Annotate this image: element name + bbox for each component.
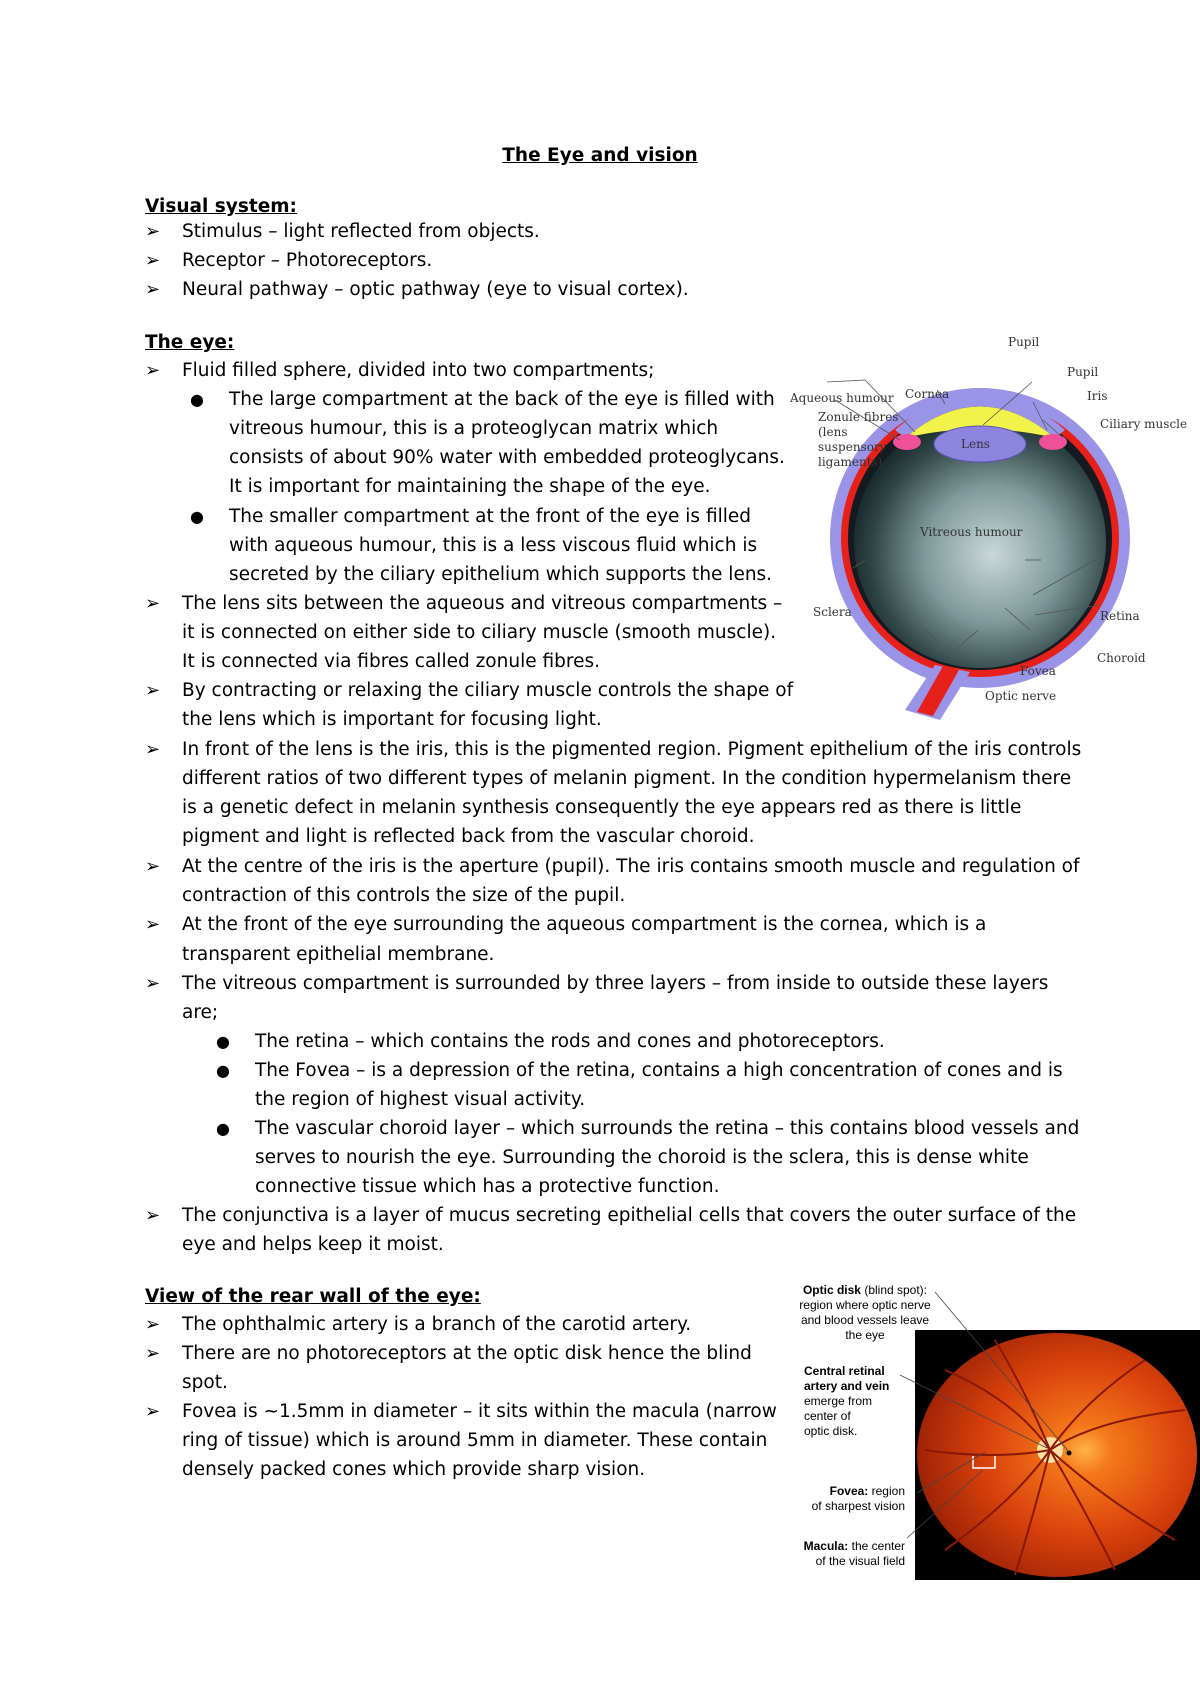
arrow-bullet-icon: ➢ (145, 914, 161, 935)
list-item-line: pigment and light is reflected back from the vascular choroid. (182, 826, 755, 847)
arrow-bullet-icon: ➢ (145, 680, 161, 701)
sub-item-line: consists of about 90% water with embedded proteoglycans. (229, 447, 785, 468)
optic-disk-text-2: region where optic nerve (799, 1298, 931, 1312)
list-item-line: the lens which is important for focusing light. (182, 709, 602, 730)
arrow-bullet-icon: ➢ (145, 1401, 161, 1422)
retina-label: Retina (1100, 609, 1140, 623)
sub-item-line: connective tissue which has a protective function. (255, 1176, 720, 1197)
ciliary-label: Ciliary muscle (1100, 417, 1188, 431)
arrow-bullet-icon: ➢ (145, 360, 161, 381)
list-item-line: Fovea is ~1.5mm in diameter – it sits within the macula (narrow (182, 1401, 777, 1422)
central-text-5: optic disk. (804, 1424, 858, 1438)
central-text-1: Central retinal (804, 1364, 885, 1378)
fovea-label: Fovea (1020, 664, 1056, 678)
optic-disk-title: Optic disk (802, 1283, 861, 1297)
macula-text-1: the center (848, 1539, 905, 1553)
fovea-caption (785, 1484, 905, 1514)
zonule-label-3: suspensory (818, 440, 887, 454)
central-artery-caption (804, 1364, 924, 1439)
choroid-label: Choroid (1097, 651, 1146, 665)
fovea-text-2: of sharpest vision (811, 1499, 905, 1513)
list-item-line: The vitreous compartment is surrounded by three layers – from inside to outside these layers (182, 973, 1049, 994)
zonule-label-4: ligaments) (818, 455, 883, 469)
the-eye-heading: The eye: (145, 332, 235, 353)
list-item-line: it is connected on either side to ciliary muscle (smooth muscle). (182, 622, 777, 643)
arrow-bullet-icon: ➢ (145, 1314, 161, 1335)
sub-item-line: The Fovea – is a depression of the retina, contains a high concentration of cones and is (255, 1060, 1063, 1081)
list-item-line: are; (182, 1002, 219, 1023)
sub-item-line: with aqueous humour, this is a less viscous fluid which is (229, 535, 758, 556)
arrow-bullet-icon: ➢ (145, 279, 161, 300)
central-text-2: artery and vein (804, 1379, 890, 1393)
list-item-line: eye and helps keep it moist. (182, 1234, 444, 1255)
arrow-bullet-icon: ➢ (145, 221, 161, 242)
list-item: Stimulus – light reflected from objects. (182, 221, 540, 242)
zonule-label-2: (lens (818, 425, 848, 439)
eye-left-labels (790, 391, 910, 470)
list-item-line: There are no photoreceptors at the optic disk hence the blind (182, 1343, 752, 1364)
pupil-label: Pupil (1008, 335, 1040, 349)
list-item-line: ring of tissue) which is around 5mm in diameter. These contain (182, 1430, 768, 1451)
arrow-bullet-icon: ➢ (145, 973, 161, 994)
list-item-line: The conjunctiva is a layer of mucus secreting epithelial cells that covers the outer surface of the (182, 1205, 1077, 1226)
aqueous-label: Aqueous humour (790, 391, 894, 405)
rear-wall-heading: View of the rear wall of the eye: (145, 1286, 481, 1307)
arrow-bullet-icon: ➢ (145, 1343, 161, 1364)
list-item-line: is a genetic defect in melanin synthesis consequently the eye appears red as there is little (182, 797, 1022, 818)
page-title: The Eye and vision (502, 145, 698, 166)
arrow-bullet-icon: ➢ (145, 250, 161, 271)
sub-item-line: the region of highest visual activity. (255, 1089, 586, 1110)
sub-item-line: vitreous humour, this is a proteoglycan matrix which (229, 418, 719, 439)
sub-item-line: The retina – which contains the rods and cones and photoreceptors. (255, 1031, 885, 1052)
list-item-line: The lens sits between the aqueous and vitreous compartments – (182, 593, 783, 614)
fovea-text-1: region (868, 1484, 905, 1498)
round-bullet-icon: ● (216, 1119, 230, 1138)
arrow-bullet-icon: ➢ (145, 593, 161, 614)
list-item: Fluid filled sphere, divided into two compartments; (182, 360, 655, 381)
iris-label: Iris (1087, 389, 1108, 403)
list-item-line: At the centre of the iris is the aperture (pupil). The iris contains smooth muscle and regulation of (182, 856, 1080, 877)
round-bullet-icon: ● (216, 1032, 230, 1051)
round-bullet-icon: ● (216, 1061, 230, 1080)
round-bullet-icon: ● (190, 507, 204, 526)
optic-disk-text-4: the eye (845, 1328, 885, 1342)
list-item: The ophthalmic artery is a branch of the carotid artery. (182, 1314, 692, 1335)
sclera-label: Sclera (813, 605, 852, 619)
macula-text-2: of the visual field (815, 1554, 905, 1568)
sub-item-line: secreted by the ciliary epithelium which supports the lens. (229, 564, 773, 585)
optic-disk-caption (785, 1283, 945, 1343)
list-item-line: In front of the lens is the iris, this is the pigmented region. Pigment epithelium of the iris controls (182, 739, 1082, 760)
optic-disk-text-1: (blind spot): (860, 1283, 928, 1297)
list-item: Neural pathway – optic pathway (eye to visual cortex). (182, 279, 689, 300)
macula-title: Macula: (803, 1539, 849, 1553)
fovea-title: Fovea: (829, 1484, 869, 1498)
list-item-line: spot. (182, 1372, 228, 1393)
fovea-dot (1067, 1451, 1072, 1456)
central-text-3: emerge from (804, 1394, 873, 1408)
round-bullet-icon: ● (190, 390, 204, 409)
sub-item-line: serves to nourish the eye. Surrounding the choroid is the sclera, this is dense white (255, 1147, 1029, 1168)
arrow-bullet-icon: ➢ (145, 1205, 161, 1226)
visual-system-heading: Visual system: (145, 196, 297, 217)
lens-label: Lens (961, 437, 990, 451)
arrow-bullet-icon: ➢ (145, 739, 161, 760)
optic-nerve-label: Optic nerve (985, 689, 1057, 703)
list-item-line: transparent epithelial membrane. (182, 944, 495, 965)
central-text-4: center of (804, 1409, 851, 1423)
cornea-label: Cornea (905, 387, 950, 401)
arrow-bullet-icon: ➢ (145, 856, 161, 877)
list-item-line: At the front of the eye surrounding the aqueous compartment is the cornea, which is a (182, 914, 987, 935)
list-item-line: different ratios of two different types of melanin pigment. In the condition hypermelanism there (182, 768, 1072, 789)
list-item-line: It is connected via fibres called zonule fibres. (182, 651, 600, 672)
vitreous-label: Vitreous humour (920, 525, 1023, 539)
list-item: Receptor – Photoreceptors. (182, 250, 433, 271)
sub-item-line: The large compartment at the back of the eye is filled with (229, 389, 775, 410)
list-item-line: densely packed cones which provide sharp vision. (182, 1459, 646, 1480)
sub-item-line: The smaller compartment at the front of the eye is filled (229, 506, 752, 527)
list-item-line: contraction of this controls the size of the pupil. (182, 885, 626, 906)
optic-disk-text-3: and blood vessels leave (800, 1313, 930, 1327)
sub-item-line: It is important for maintaining the shape of the eye. (229, 476, 711, 497)
zonule-label: Zonule fibres (818, 410, 899, 424)
macula-caption (785, 1539, 905, 1569)
pupil-label: Pupil (1067, 365, 1099, 379)
list-item-line: By contracting or relaxing the ciliary muscle controls the shape of (182, 680, 794, 701)
sub-item-line: The vascular choroid layer – which surrounds the retina – this contains blood vessels and (255, 1118, 1080, 1139)
